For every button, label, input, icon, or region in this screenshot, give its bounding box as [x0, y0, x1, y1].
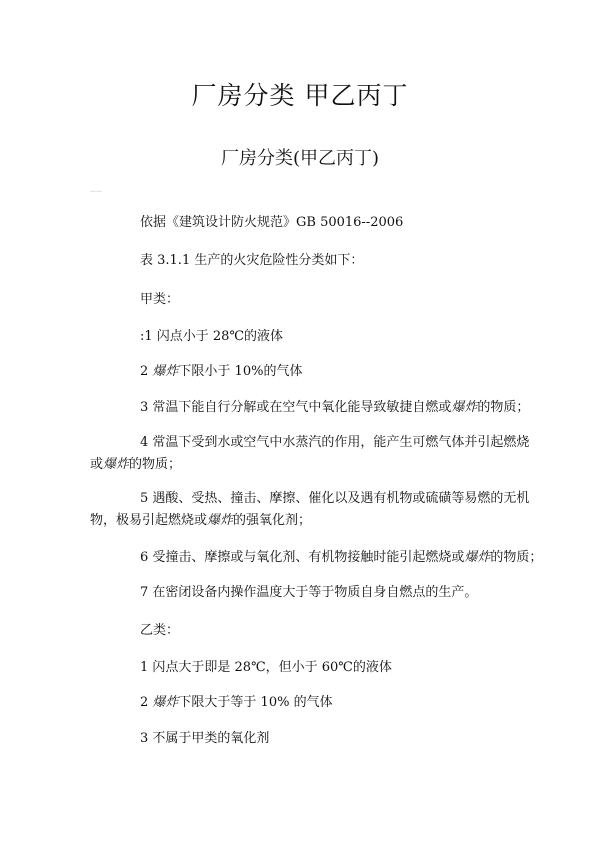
class-a-heading: 甲类：: [140, 292, 180, 307]
explosion-term: 爆炸: [451, 400, 478, 415]
class-a-item-5: [90, 488, 530, 532]
separator-mark: ——: [90, 188, 102, 195]
item-number: 2: [140, 364, 153, 379]
source-reference: 依据《建筑设计防火规范》GB 50016--2006: [140, 215, 404, 230]
class-b-item-3: 3 不属于甲类的氧化剂: [140, 731, 270, 746]
class-b-item-2: [140, 694, 333, 712]
document-title: 厂房分类 甲乙丙丁: [191, 81, 409, 110]
item-number: 2: [140, 695, 153, 710]
item-text: 3 常温下能自行分解或在空气中氧化能导致敏捷自燃或: [140, 400, 452, 415]
class-a-item-3: [140, 399, 529, 417]
item-text: 的物质；: [477, 400, 530, 415]
explosion-term: 爆炸: [152, 364, 179, 379]
item-text: 的物质；: [129, 457, 182, 472]
item-text: 下限大于等于 10% 的气体: [178, 695, 333, 710]
explosion-term: 爆炸: [103, 457, 130, 472]
class-a-item-7: 7 在密闭设备内操作温度大于等于物质自身自燃点的生产。: [140, 585, 478, 600]
item-text: 的强氧化剂；: [233, 513, 312, 528]
item-text: 下限小于 10%的气体: [178, 364, 303, 379]
item-text: 5 遇酸、受热、撞击、摩擦、催化以及遇有机物或硫磺等易燃的无机物，极易引起燃烧或: [90, 491, 530, 528]
class-a-item-6: [140, 549, 542, 567]
document-subtitle: 厂房分类(甲乙丙丁): [220, 148, 380, 169]
class-a-item-1: :1 闪点小于 28℃的液体: [140, 329, 284, 344]
table-caption: 表 3.1.1 生产的火灾危险性分类如下：: [140, 253, 364, 268]
class-a-item-4: [90, 432, 530, 476]
explosion-term: 爆炸: [464, 550, 491, 565]
class-b-heading: 乙类：: [140, 623, 180, 638]
explosion-term: 爆炸: [152, 695, 179, 710]
item-text: 6 受撞击、摩擦或与氧化剂、有机物接触时能引起燃烧或: [140, 550, 465, 565]
class-a-item-2: [140, 363, 302, 381]
class-b-item-1: 1 闪点大于即是 28℃，但小于 60℃的液体: [140, 660, 392, 675]
item-text: 的物质；: [490, 550, 543, 565]
item-text: 4 常温下受到水或空气中水蒸汽的作用，能产生可燃气体并引起燃烧或: [90, 435, 530, 472]
explosion-term: 爆炸: [207, 513, 234, 528]
